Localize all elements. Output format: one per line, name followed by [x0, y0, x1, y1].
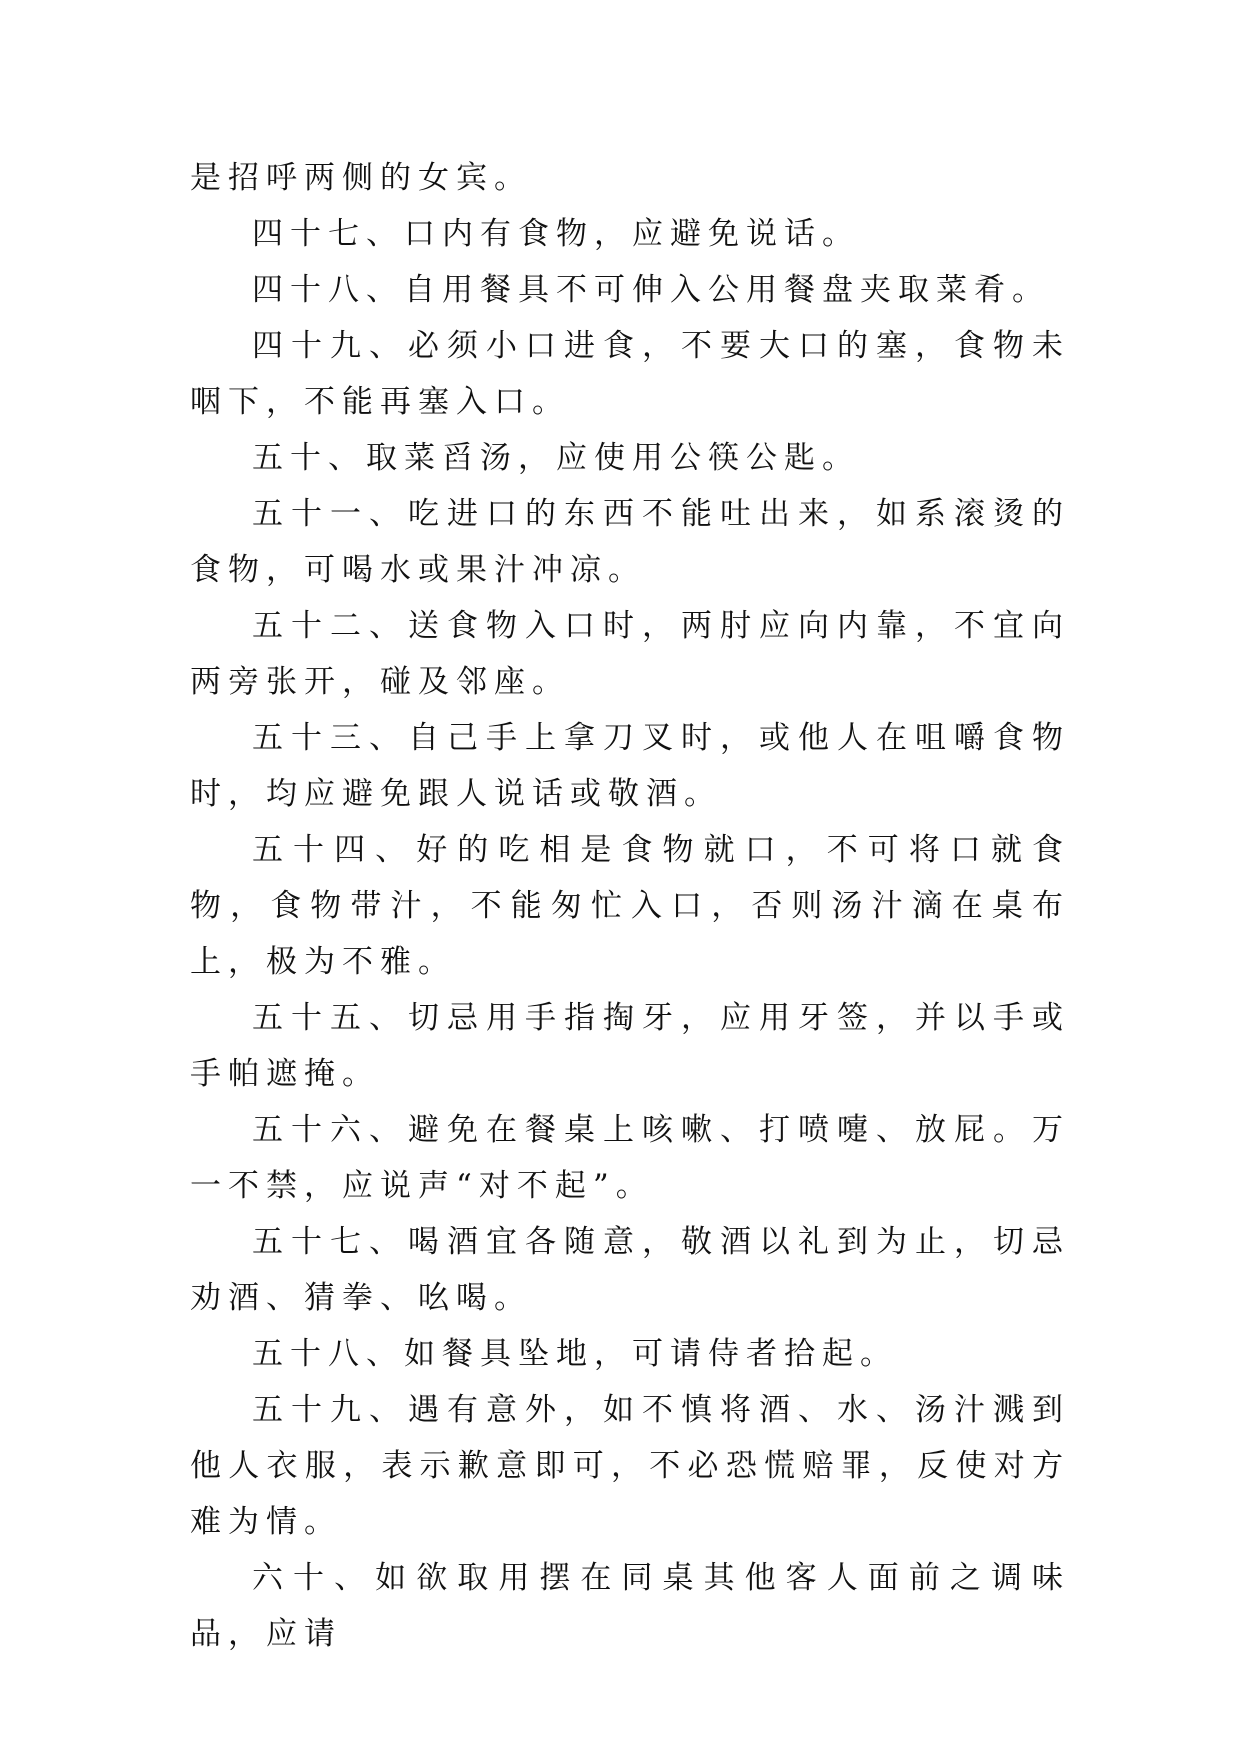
- paragraph-item-56: 五十六、避免在餐桌上咳嗽、打喷嚏、放屁。万一不禁，应说声“对不起”。: [190, 1112, 1070, 1204]
- paragraph-item-52: 五十二、送食物入口时，两肘应向内靠，不宜向两旁张开，碰及邻座。: [190, 608, 1070, 700]
- paragraph-item-55: 五十五、切忌用手指掏牙，应用牙签，并以手或手帕遮掩。: [190, 1000, 1070, 1092]
- paragraph-item-54: 五十四、好的吃相是食物就口，不可将口就食物，食物带汁，不能匆忙入口，否则汤汁滴在桌布上，极为不雅。: [190, 832, 1070, 980]
- paragraph-item-48: 四十八、自用餐具不可伸入公用餐盘夹取菜肴。: [252, 272, 1050, 308]
- paragraph-item-60: 六十、如欲取用摆在同桌其他客人面前之调味品，应请: [190, 1560, 1070, 1652]
- paragraph-item-47: 四十七、口内有食物，应避免说话。: [252, 216, 860, 252]
- paragraph-item-49: 四十九、必须小口进食，不要大口的塞，食物未咽下，不能再塞入口。: [190, 328, 1070, 420]
- paragraph-item-50: 五十、取菜舀汤，应使用公筷公匙。: [252, 440, 860, 476]
- paragraph-item-59: 五十九、遇有意外，如不慎将酒、水、汤汁溅到他人衣服，表示歉意即可，不必恐慌赔罪，反使对方难为情。: [190, 1392, 1070, 1540]
- paragraph-item-51: 五十一、吃进口的东西不能吐出来，如系滚烫的食物，可喝水或果汁冲凉。: [190, 496, 1070, 588]
- document-body: [190, 150, 1070, 1662]
- paragraph-item-53: 五十三、自己手上拿刀叉时，或他人在咀嚼食物时，均应避免跟人说话或敬酒。: [190, 720, 1070, 812]
- paragraph-continuation: 是招呼两侧的女宾。: [190, 160, 532, 196]
- paragraph-item-57: 五十七、喝酒宜各随意，敬酒以礼到为止，切忌劝酒、猜拳、吆喝。: [190, 1224, 1070, 1316]
- paragraph-item-58: 五十八、如餐具坠地，可请侍者拾起。: [252, 1336, 898, 1372]
